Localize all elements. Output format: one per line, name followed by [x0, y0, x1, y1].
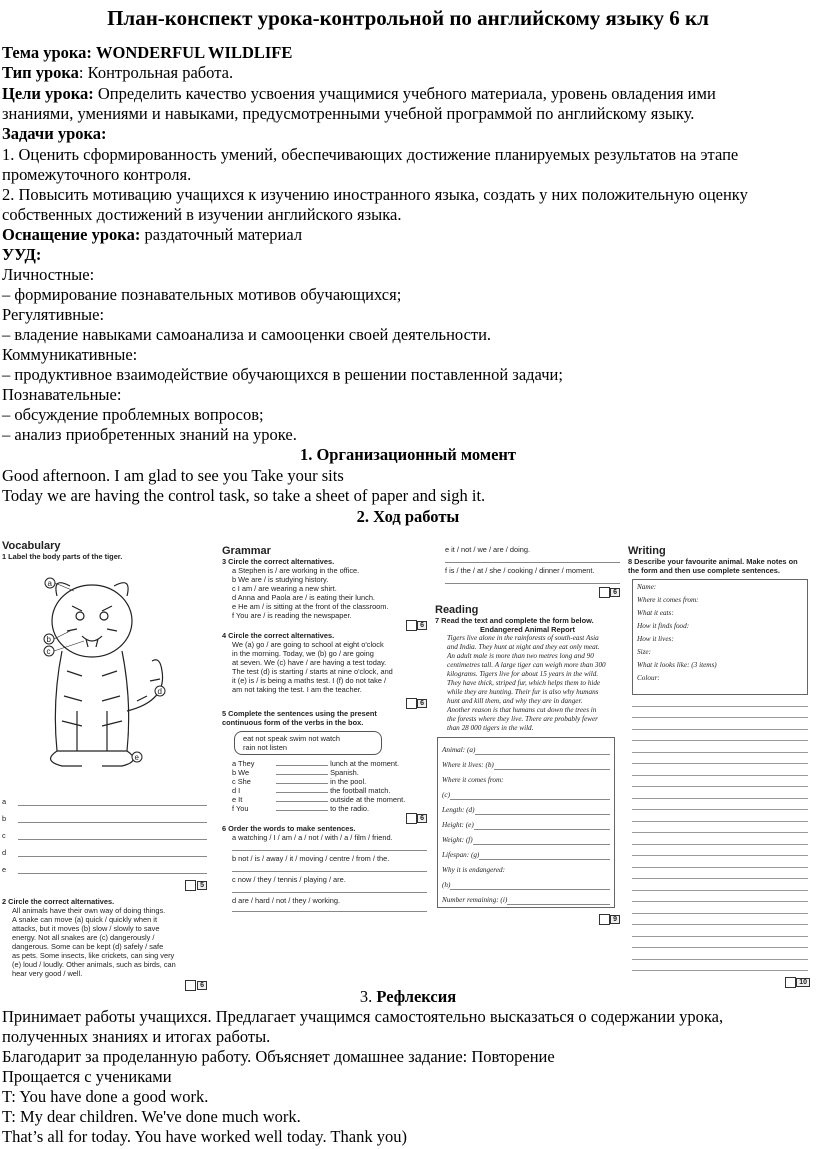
svg-text:d: d [157, 687, 162, 696]
writing-line[interactable] [632, 925, 808, 937]
writing-line[interactable] [632, 730, 808, 742]
type-value: : Контрольная работа. [78, 63, 234, 82]
ex5-item-d: d I the football match. [232, 786, 391, 795]
task2-line2: собственных достижений в изучении английского языка. [2, 205, 402, 224]
answer-line-e[interactable]: e [2, 857, 207, 874]
exercise-8-title-2: the form and then use complete sentences. [628, 566, 780, 575]
uud-label: УУД: [2, 245, 42, 264]
writing-line[interactable] [632, 822, 808, 834]
writing-line[interactable] [632, 937, 808, 949]
exercise-6-title: 6 Order the words to make sentences. [222, 824, 356, 833]
verb-box: eat not speak swim not watch rain not listen [234, 731, 382, 755]
grammar-column [222, 545, 427, 912]
reflection-2: полученных знаниях и итогах работы. [2, 1027, 271, 1046]
exercise-6-continued: e it / not / we / are / doing. f is / the / at / she / cooking / dinner / moment. [435, 545, 620, 584]
svg-text:c: c [46, 647, 51, 656]
form-length[interactable]: Length: (d) [442, 800, 610, 815]
writing-line[interactable] [632, 868, 808, 880]
svg-text:b: b [46, 635, 51, 644]
personal-label: Личностные: [2, 265, 95, 284]
goals-text-2: знаниями, умениями и навыками, предусмотренными учебной программой по английскому языку. [2, 104, 695, 123]
exercise-1-title: 1 Label the body parts of the tiger. [2, 552, 123, 561]
writing-line[interactable] [632, 799, 808, 811]
exercise-3-title: 3 Circle the correct alternatives. [222, 557, 335, 566]
teacher-line-1: T: You have done a good work. [2, 1087, 209, 1106]
communicative-label: Коммуникативные: [2, 345, 138, 364]
exercise-5-title: 5 Complete the sentences using the present [222, 709, 377, 718]
answer-line-a[interactable]: a [2, 789, 207, 806]
teacher-line-3: That’s all for today. You have worked well today. Thank you) [2, 1127, 407, 1146]
writing-line[interactable] [632, 695, 808, 707]
writing-lines[interactable] [632, 695, 808, 971]
score-box-ex5: 6 [222, 813, 427, 824]
ex5-item-a: a They lunch at the moment. [232, 759, 400, 768]
writing-line[interactable] [632, 707, 808, 719]
score-box-ex1: 5 [2, 880, 207, 891]
equipment-label: Оснащение урока: [2, 225, 141, 244]
score-box-ex7: 9 [435, 914, 620, 925]
topic-line [2, 43, 292, 63]
form-lifespan[interactable]: Lifespan: (g) [442, 845, 610, 860]
form-endangered: Why it is endangered: [442, 866, 506, 874]
ex5-item-b: b We Spanish. [232, 768, 359, 777]
personal-item: – формирование познавательных мотивов обучающихся; [2, 285, 402, 304]
topic-label: Тема урока: [2, 43, 92, 62]
cognitive-item-2: – анализ приобретенных знаний на уроке. [2, 425, 297, 444]
reflection-1: Принимает работы учащихся. Предлагает учащимся самостоятельно высказаться о содержании урока, [2, 1007, 724, 1026]
topic-value: WONDERFUL WILDLIFE [96, 43, 293, 62]
exercise-5-title-2: continuous form of the verbs in the box. [222, 718, 364, 727]
writing-line[interactable] [632, 810, 808, 822]
greeting-2: Today we are having the control task, so take a sheet of paper and sigh it. [2, 486, 486, 505]
tiger-illustration [2, 561, 207, 776]
grammar-title: Grammar [222, 545, 271, 557]
writing-title: Writing [628, 545, 666, 557]
reflection-4: Прощается с учениками [2, 1067, 172, 1086]
exercise-8-title: 8 Describe your favourite animal. Make notes on [628, 557, 798, 566]
writing-line[interactable] [632, 776, 808, 788]
goals-text-1: Определить качество усвоения учащимися учебного материала, уровень овладения ими [93, 84, 716, 103]
writing-form: Name: Where it comes from: What it eats: How it finds food: How it lives: Size: What it looks like: (3 items) Colour: [632, 579, 808, 695]
ex5-item-c: c She in the pool. [232, 777, 367, 786]
answer-line-b[interactable]: b [2, 806, 207, 823]
score-box-ex3: 6 [222, 620, 427, 631]
svg-text:e: e [134, 753, 139, 762]
writing-line[interactable] [632, 718, 808, 730]
report-form [437, 737, 615, 908]
report-title: Endangered Animal Report [480, 625, 575, 634]
label-answer-lines [2, 789, 207, 874]
form-comes-from: Where it comes from: [442, 776, 504, 784]
writing-line[interactable] [632, 741, 808, 753]
form-animal[interactable]: Animal: (a) [442, 740, 610, 755]
section2-title: 2. Ход работы [356, 507, 460, 526]
writing-line[interactable] [632, 891, 808, 903]
tasks-label: Задачи урока: [2, 124, 107, 143]
cognitive-label: Познавательные: [2, 385, 122, 404]
task1-line2: промежуточного контроля. [2, 165, 192, 184]
writing-line[interactable] [632, 753, 808, 765]
page-title: План-конспект урока-контрольной по английскому языку 6 кл [107, 6, 709, 30]
exercise-6-items: a watching / I / am / a / not / with / a / film / friend. b not / is / away / it / moving / centre / from / the. c now / they / tennis / playing / are. d are / hard / not / they / working. [222, 833, 427, 912]
writing-line[interactable] [632, 833, 808, 845]
exercise-3-items: a Stephen is / are working in the office. b We are / is studying history. c I am / are wearing a new shirt. d Anna and Paola are / is eating their lunch. e He am / is sitting at the front of the classroom. f You are / is reading the newspaper. [232, 566, 389, 620]
writing-line[interactable] [632, 856, 808, 868]
task1-line1: 1. Оценить сформированность умений, обеспечивающих достижение планируемых результатов на этапе [2, 145, 739, 164]
exercise-2-text: All animals have their own way of doing things. A snake can move (a) quick / quickly when it attacks, but it moves (b) slow / slowly to save energy. Not all snakes are (c) dangerously / dangerous. Some can be kept (d) safely / safe as pets. Some insects, like crickets, can sing very (e) loud / loudly. Other animals, such as birds, can hear very good / well. [12, 906, 176, 978]
writing-column [628, 545, 810, 988]
reading-text: Tigers live alone in the rainforests of south-east Asia and India. They hunt at night and they eat only meat. An adult male is more than two metres long and 90 centimetres tall. A large tiger can weigh more than 300 kilograms. Tigers live for about 15 years in the wild. They have thick, striped fur, which helps them to hide while they are hunting. Their fur is also why humans hunt and kill them, and why they are in danger. Another reason is that humans cut down the trees in the forests where they live. There are probably fewer than 28 000 tigers in the wild. [447, 634, 606, 732]
exercise-7-title: 7 Read the text and complete the form below. [435, 616, 594, 625]
equipment-value: раздаточный материал [140, 225, 303, 244]
answer-line-d[interactable]: d [2, 840, 207, 857]
exercise-4-title: 4 Circle the correct alternatives. [222, 631, 335, 640]
cognitive-item-1: – обсуждение проблемных вопросов; [2, 405, 264, 424]
reflection-3: Благодарит за проделанную работу. Объясняет домашнее задание: Повторение [2, 1047, 555, 1066]
writing-line[interactable] [632, 879, 808, 891]
writing-line[interactable] [632, 787, 808, 799]
reading-column [435, 545, 620, 925]
goals-line [2, 84, 716, 104]
writing-line[interactable] [632, 914, 808, 926]
task2-line1: 2. Повысить мотивацию учащихся к изучению иностранного языка, создать у них положительную оценку [2, 185, 748, 204]
form-remaining[interactable]: Number remaining: (i) [442, 890, 610, 905]
goals-label: Цели урока: [2, 84, 94, 103]
score-box-ex4: 6 [222, 698, 427, 709]
teacher-line-2: T: My dear children. We've done much work. [2, 1107, 301, 1126]
equipment-line [2, 225, 302, 245]
ex5-item-f: f You to the radio. [232, 804, 370, 813]
score-box-ex6: 6 [435, 587, 620, 598]
section3-title: 3. Рефлексия [359, 987, 457, 1006]
regulative-item: – владение навыками самоанализа и самооценки своей деятельности. [2, 325, 492, 344]
exercise-4-text: We (a) go / are going to school at eight o'clock in the morning. Today, we (b) go / are going at seven. We (c) have / are having a test today. The test (d) is starting / starts at nine o'clock, and it (e) is / is being a maths test. I (f) do not take / am not taking the test. I am the teacher. [232, 640, 393, 694]
writing-line[interactable] [632, 948, 808, 960]
communicative-item: – продуктивное взаимодействие обучающихся в решении поставленной задачи; [2, 365, 563, 384]
form-h[interactable]: (h) [442, 875, 610, 890]
svg-text:a: a [47, 579, 52, 588]
form-weight[interactable]: Weight: (f) [442, 830, 610, 845]
form-c[interactable]: (c) [442, 785, 610, 800]
writing-line[interactable] [632, 764, 808, 776]
type-label: Тип урока [2, 63, 79, 82]
regulative-label: Регулятивные: [2, 305, 105, 324]
greeting-1: Good afternoon. I am glad to see you Take your sits [2, 466, 344, 485]
exercise-2-title: 2 Circle the correct alternatives. [2, 897, 115, 906]
score-box-ex2: 6 [2, 980, 207, 991]
form-height[interactable]: Height: (e) [442, 815, 610, 830]
writing-line[interactable] [632, 845, 808, 857]
reading-title: Reading [435, 604, 479, 616]
vocabulary-title: Vocabulary [2, 540, 61, 552]
ex5-item-e: e It outside at the moment. [232, 795, 406, 804]
type-line [2, 63, 233, 83]
writing-line[interactable] [632, 902, 808, 914]
vocabulary-column [2, 540, 207, 991]
section1-title: 1. Организационный момент [299, 445, 517, 464]
answer-line-c[interactable]: c [2, 823, 207, 840]
score-box-ex8: 10 [628, 977, 810, 988]
writing-line[interactable] [632, 960, 808, 972]
form-lives[interactable]: Where it lives: (b) [442, 755, 610, 770]
exercise-5-items [222, 759, 427, 813]
